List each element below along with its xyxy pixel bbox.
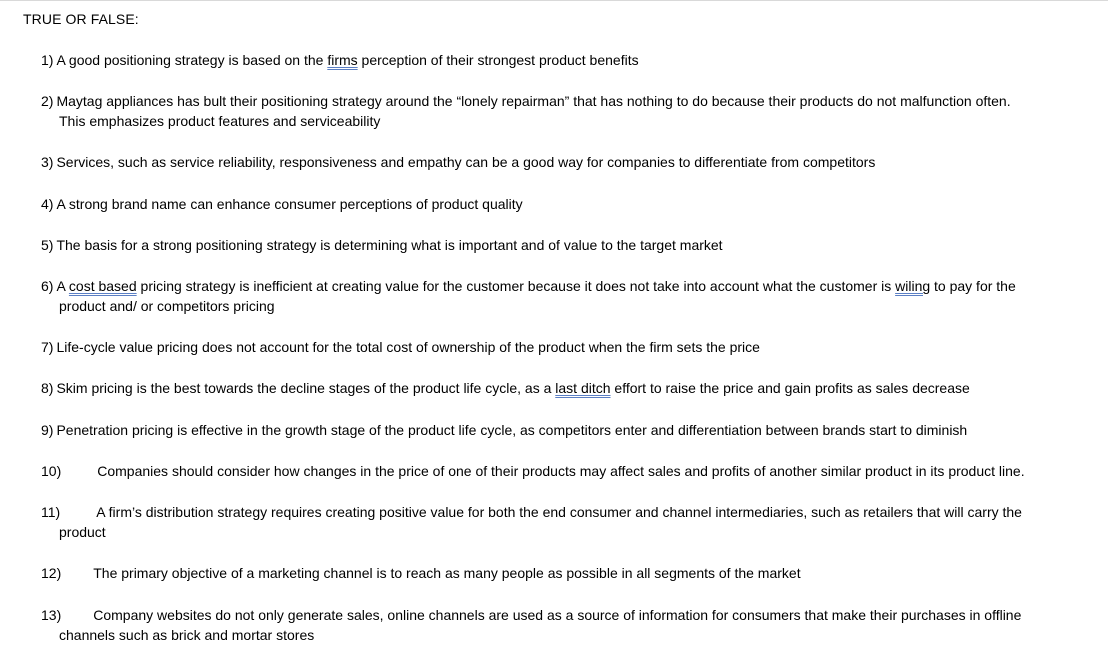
question-text: Life-cycle value pricing does not account for the total cost of ownership of the product when the firm sets the price — [56, 339, 760, 355]
question-5 — [41, 235, 1101, 255]
question-9 — [41, 420, 1101, 440]
question-8 — [41, 378, 1101, 398]
underlined-word: wiling — [895, 278, 931, 294]
question-2 — [41, 91, 1101, 131]
question-text: effort to raise the price and gain profits as sales decrease — [610, 380, 970, 396]
question-11 — [41, 502, 1101, 542]
question-number: 13) — [41, 607, 62, 623]
underlined-word: cost based — [68, 278, 137, 294]
question-text: Maytag appliances has bult their positioning strategy around the “lonely repairman” that has nothing to do because their products do not malfunction often. — [56, 93, 1011, 109]
question-6 — [41, 276, 1101, 316]
question-text: The primary objective of a marketing channel is to reach as many people as possible in all segments of the market — [93, 565, 801, 581]
question-number: 11) — [41, 504, 61, 520]
question-number: 10) — [41, 463, 62, 479]
question-text-continued: product — [59, 524, 106, 540]
question-text: Services, such as service reliability, responsiveness and empathy can be a good way for companies to differentiate from competitors — [56, 154, 876, 170]
question-7 — [41, 337, 1101, 357]
page-heading: TRUE OR FALSE: — [23, 11, 139, 27]
question-text: A strong brand name can enhance consumer perceptions of product quality — [56, 196, 523, 212]
question-10 — [41, 461, 1101, 481]
question-number: 8) — [41, 380, 54, 396]
question-text-continued: This emphasizes product features and serviceability — [59, 113, 381, 129]
question-4 — [41, 194, 1101, 214]
question-number: 12) — [41, 565, 62, 581]
question-text: Skim pricing is the best towards the decline stages of the product life cycle, as a — [56, 380, 556, 396]
question-text: perception of their strongest product benefits — [357, 52, 639, 68]
question-text: to pay for the — [930, 278, 1016, 294]
question-number: 6) — [41, 278, 54, 294]
question-number: 1) — [41, 52, 54, 68]
question-text: pricing strategy is inefficient at creating value for the customer because it does not take into account what the customer is — [136, 278, 896, 294]
question-number: 7) — [41, 339, 54, 355]
question-text: A good positioning strategy is based on the — [56, 52, 328, 68]
underlined-word: last ditch — [555, 380, 611, 396]
top-divider — [0, 0, 1108, 1]
question-text-continued: product and/ or competitors pricing — [59, 298, 275, 314]
question-text: A firm’s distribution strategy requires creating positive value for both the end consumer and channel intermediaries, such as retailers that will carry the — [96, 504, 1022, 520]
question-text: The basis for a strong positioning strategy is determining what is important and of value to the target market — [56, 237, 723, 253]
underlined-word: firms — [327, 52, 358, 68]
question-text: Companies should consider how changes in the price of one of their products may affect sales and profits of another similar product in its product line. — [97, 463, 1025, 479]
question-3 — [41, 152, 1101, 172]
question-number: 3) — [41, 154, 54, 170]
question-13 — [41, 605, 1101, 645]
question-number: 4) — [41, 196, 54, 212]
question-1 — [41, 50, 1101, 70]
question-number: 9) — [41, 422, 54, 438]
question-text-continued: channels such as brick and mortar stores — [59, 627, 315, 643]
question-text: Company websites do not only generate sales, online channels are used as a source of information for consumers that make their purchases in offline — [93, 607, 1022, 623]
question-number: 2) — [41, 93, 54, 109]
question-text: A — [56, 278, 69, 294]
question-text: Penetration pricing is effective in the growth stage of the product life cycle, as competitors enter and differentiation between brands start to diminish — [56, 422, 968, 438]
question-number: 5) — [41, 237, 54, 253]
question-12 — [41, 563, 1101, 583]
